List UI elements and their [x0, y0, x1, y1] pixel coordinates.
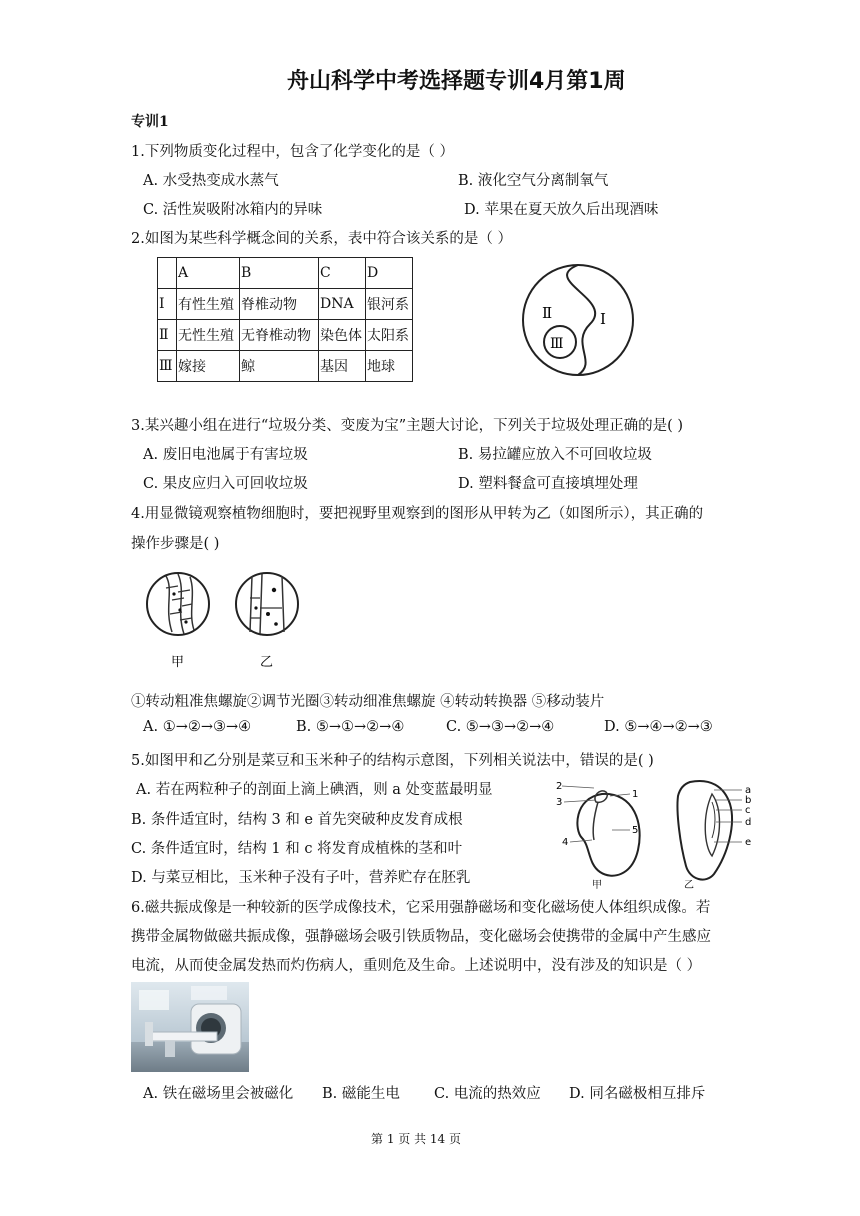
divider-curve: [567, 265, 595, 375]
label-II: Ⅱ: [542, 304, 553, 322]
mri-machine-photo: [131, 982, 249, 1072]
view-yi: [236, 573, 298, 635]
outer-circle: [523, 265, 633, 375]
page-title: 舟山科学中考选择题专训4月第1周: [287, 69, 626, 94]
table-cell: B: [240, 258, 319, 289]
q1-option-a: A. 水受热变成水蒸气: [143, 173, 279, 189]
q6-option-b: B. 磁能生电: [322, 1086, 400, 1102]
q4-option-d: D. ⑤→④→②→③: [604, 719, 713, 735]
table-cell: D: [366, 258, 413, 289]
q5-stem: 5.如图甲和乙分别是菜豆和玉米种子的结构示意图，下列相关说法中，错误的是( ): [131, 753, 654, 769]
q1-option-b: B. 液化空气分离制氧气: [458, 173, 609, 189]
table-cell: 太阳系: [366, 320, 413, 351]
q6-option-c: C. 电流的热效应: [434, 1086, 541, 1102]
corn-label-b: b: [745, 795, 752, 806]
table-cell: 嫁接: [177, 351, 240, 382]
table-cell: Ⅰ: [158, 289, 177, 320]
corn-label-d: d: [745, 817, 752, 828]
q5-option-c: C. 条件适宜时，结构 1 和 c 将发育成植株的茎和叶: [131, 841, 463, 857]
seed-figure: [552, 776, 762, 892]
concept-diagram: [520, 262, 636, 378]
table-cell: 地球: [366, 351, 413, 382]
corn-figure-label: 乙: [684, 880, 694, 891]
q3-option-b: B. 易拉罐应放入不可回收垃圾: [458, 447, 652, 463]
label-III: Ⅲ: [550, 336, 564, 352]
q4-steps: ①转动粗准焦螺旋②调节光圈③转动细准焦螺旋 ④转动转换器 ⑤移动装片: [131, 694, 605, 710]
table-cell: Ⅱ: [158, 320, 177, 351]
bean-seed-diagram: [556, 781, 640, 891]
q3-option-d: D. 塑料餐盒可直接填埋处理: [458, 476, 638, 492]
view-jia: [147, 573, 209, 635]
label-jia: 甲: [171, 655, 185, 670]
q6-option-d: D. 同名磁极相互排斥: [569, 1086, 706, 1102]
q5-option-d: D. 与菜豆相比，玉米种子没有子叶，营养贮存在胚乳: [131, 870, 471, 886]
bean-label-2: 2: [556, 781, 563, 792]
bean-label-3: 3: [556, 797, 563, 808]
q4-stem-line1: 4.用显微镜观察植物细胞时，要把视野里观察到的图形从甲转为乙（如图所示），其正确的: [131, 506, 704, 522]
q1-option-c: C. 活性炭吸附冰箱内的异味: [143, 202, 323, 218]
table-cell: 基因: [319, 351, 366, 382]
q6-stem-line3: 电流，从而使金属发热而灼伤病人，重则危及生命。上述说明中，没有涉及的知识是（ ）: [131, 958, 702, 974]
corn-seed-diagram: [677, 781, 751, 891]
q4-option-b: B. ⑤→①→②→④: [296, 719, 405, 735]
label-yi: 乙: [260, 655, 274, 670]
corn-label-c: c: [745, 805, 751, 816]
table-row: [158, 320, 413, 351]
q6-stem-line1: 6.磁共振成像是一种较新的医学成像技术，它采用强静磁场和变化磁场使人体组织成像。若: [131, 900, 711, 916]
concept-table: [157, 257, 413, 382]
table-header-row: [158, 258, 413, 289]
corn-label-e: e: [745, 837, 752, 848]
bean-figure-label: 甲: [592, 880, 602, 891]
table-cell: C: [319, 258, 366, 289]
table-cell: [158, 258, 177, 289]
microscope-figure: [144, 564, 314, 676]
q6-option-a: A. 铁在磁场里会被磁化: [143, 1086, 294, 1102]
table-cell: 有性生殖: [177, 289, 240, 320]
section-heading: 专训1: [131, 114, 169, 130]
table-cell: 银河系: [366, 289, 413, 320]
q5-option-b: B. 条件适宜时，结构 3 和 e 首先突破种皮发育成根: [131, 812, 463, 828]
q3-stem: 3.某兴趣小组在进行“垃圾分类、变废为宝”主题大讨论，下列关于垃圾处理正确的是( ): [131, 418, 684, 434]
q5-option-a: A. 若在两粒种子的剖面上滴上碘酒，则 a 处变蓝最明显: [136, 782, 493, 798]
q4-option-a: A. ①→②→③→④: [143, 719, 252, 735]
q1-stem: 1.下列物质变化过程中，包含了化学变化的是（ ）: [131, 144, 454, 160]
q3-option-c: C. 果皮应归入可回收垃圾: [143, 476, 308, 492]
table-row: [158, 289, 413, 320]
bean-label-1: 1: [632, 789, 639, 800]
bean-label-5: 5: [632, 825, 639, 836]
table-cell: 无脊椎动物: [240, 320, 319, 351]
bean-label-4: 4: [562, 837, 569, 848]
table-cell: 脊椎动物: [240, 289, 319, 320]
table-cell: 鲸: [240, 351, 319, 382]
q6-stem-line2: 携带金属物做磁共振成像，强静磁场会吸引铁质物品，变化磁场会使携带的金属中产生感应: [131, 929, 711, 945]
table-cell: Ⅲ: [158, 351, 177, 382]
table-cell: 无性生殖: [177, 320, 240, 351]
q3-option-a: A. 废旧电池属于有害垃圾: [143, 447, 308, 463]
table-cell: A: [177, 258, 240, 289]
table-row: [158, 351, 413, 382]
corn-label-a: a: [745, 785, 752, 796]
page-number: 第 1 页 共 14 页: [371, 1132, 461, 1146]
label-I: Ⅰ: [600, 310, 606, 328]
table-cell: 染色体: [319, 320, 366, 351]
q2-stem: 2.如图为某些科学概念间的关系，表中符合该关系的是（ ）: [131, 231, 512, 247]
q4-option-c: C. ⑤→③→②→④: [446, 719, 555, 735]
q4-stem-line2: 操作步骤是( ): [131, 536, 220, 552]
table-cell: DNA: [319, 289, 366, 320]
q1-option-d: D. 苹果在夏天放久后出现酒味: [464, 202, 659, 218]
